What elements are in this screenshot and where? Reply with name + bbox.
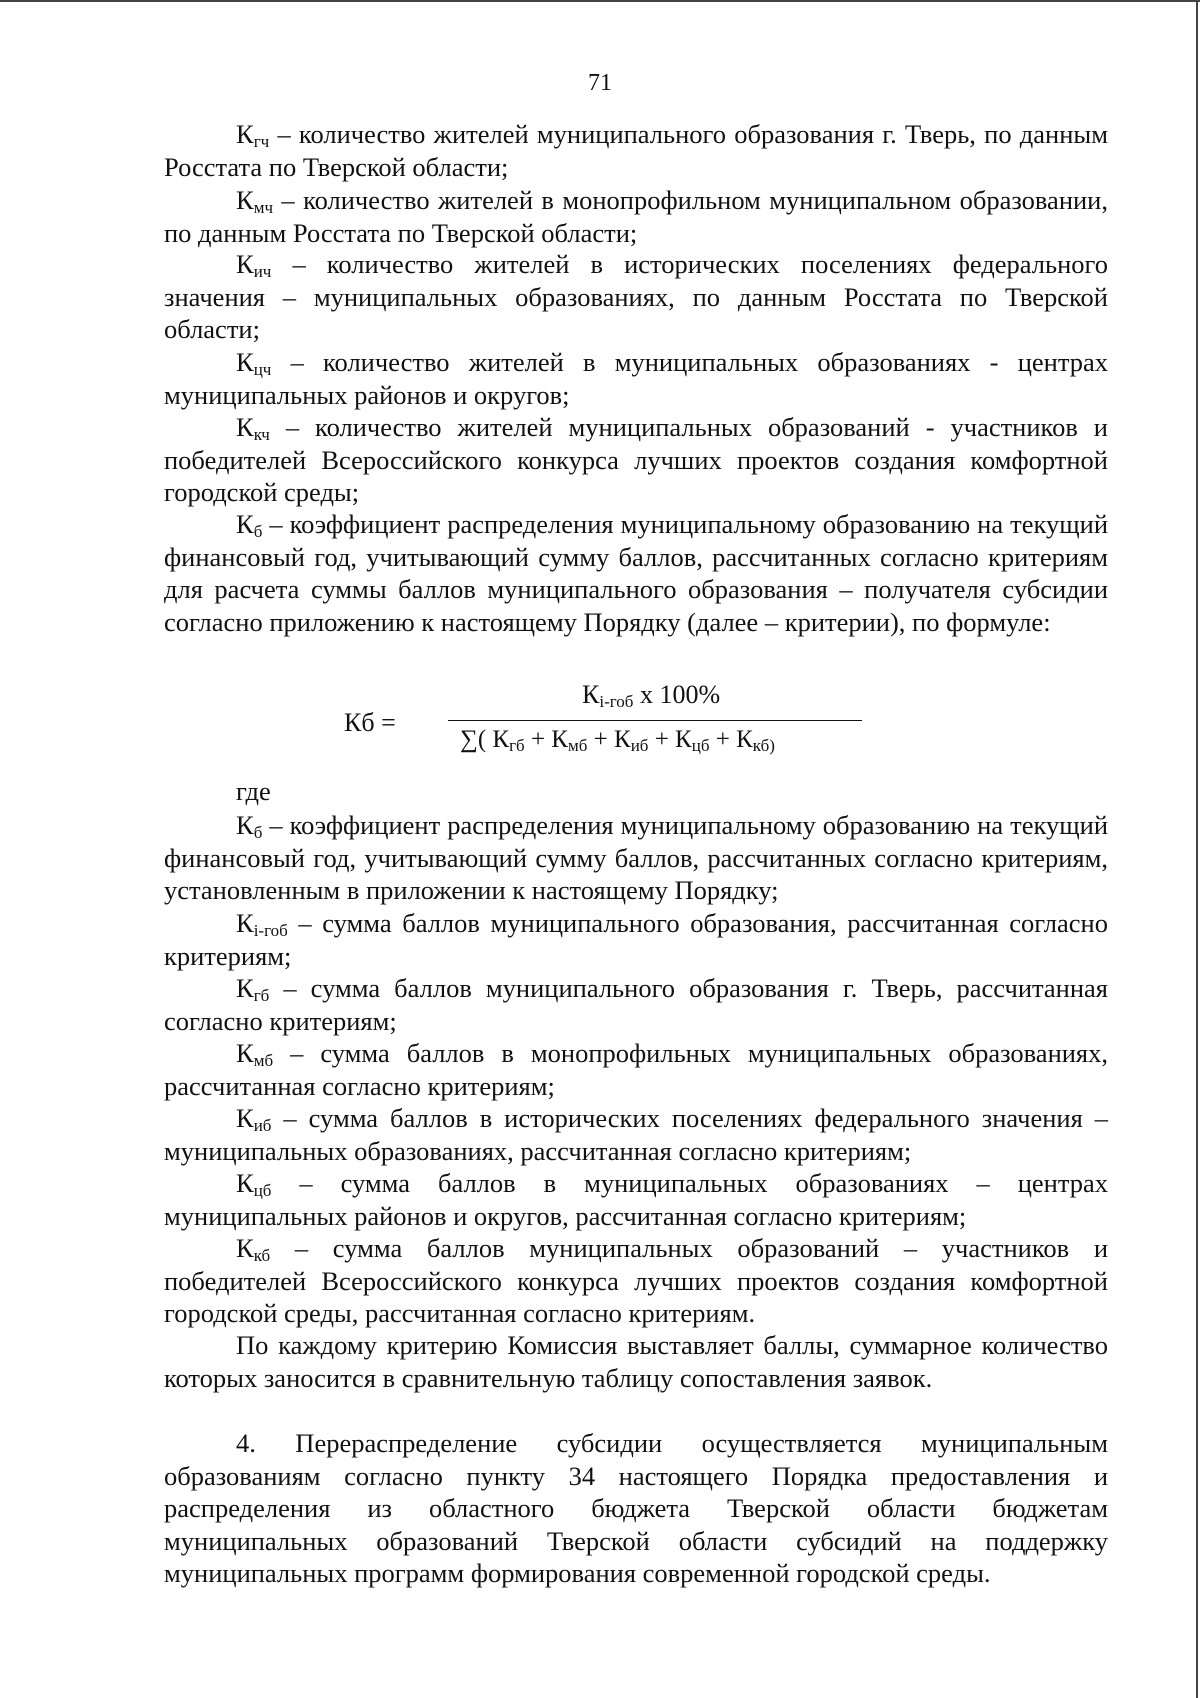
def-kb: $К_б$ – коэффициент распределения муниципальному образованию на текущий финансовый год, учитывающий сумму баллов, рассчитанных согласно критериям для расчета суммы баллов муниципального образования – получателя субсидии согласно приложению к настоящему Порядку (далее – критерии), по формуле: [164,509,1108,637]
paragraph-item-4: 4. Перераспределение субсидии осуществляется муниципальным образованиям согласно пункту 34 настоящего Порядка предоставления и распределения из областного бюджета Тверской области бюджетам муниципальных образований Тверской области субсидий на поддержку муниципальных программ формирования современной городской среды. [164,1428,1108,1588]
formula-numerator: $К_{i-гоб}$ х 100% [582,680,721,711]
def-kkch: $К_{кч}$ – количество жителей муниципальных образований - участников и победителей Всероссийского конкурса лучших проектов создания комфортной городской среды; [164,412,1108,507]
def-kgch: $К_{гч}$ – количество жителей муниципального образования г. Тверь, по данным Росстата по Тверской области; [164,119,1108,182]
def-kmch: $К_{мч}$ – количество жителей в монопрофильном муниципальном образовании, по данным Росстата по Тверской области; [164,185,1108,248]
def-ktsb: $К_{цб}$ – сумма баллов в муниципальных образованиях – центрах муниципальных районов и округов, рассчитанная согласно критериям; [164,1168,1108,1231]
def-kb-2: $К_б$ – коэффициент распределения муниципальному образованию на текущий финансовый год, учитывающий сумму баллов, рассчитанных согласно критериям, установленным в приложении к настоящему Порядку; [164,810,1108,905]
formula-lhs: Кб = [344,708,396,737]
page-number: 71 [588,70,612,96]
def-ktsch: $К_{цч}$ – количество жителей в муниципальных образованиях - центрах муниципальных районов и округов; [164,347,1108,410]
fraction-line [448,720,862,721]
formula [300,678,900,768]
def-kib: $К_{иб}$ – сумма баллов в исторических поселениях федерального значения – муниципальных образованиях, рассчитанная согласно критериям; [164,1103,1108,1166]
formula-denominator: ∑( $К_{гб} + К_{мб} + К_{иб} + К_{цб} + К_{кб)}$ [460,726,775,755]
scan-edge-right [1196,0,1198,1698]
paragraph-commission: По каждому критерию Комиссия выставляет баллы, суммарное количество которых заносится в сравнительную таблицу сопоставления заявок. [164,1330,1108,1393]
scan-edge-top [0,0,1200,2]
def-kgb: $К_{гб}$ – сумма баллов муниципального образования г. Тверь, рассчитанная согласно критериям; [164,973,1108,1036]
def-kich: $К_{ич}$ – количество жителей в исторических поселениях федерального значения – муниципальных образованиях, по данным Росстата по Тверской области; [164,249,1108,344]
def-kkb: $К_{кб}$ – сумма баллов муниципальных образований – участников и победителей Всероссийского конкурса лучших проектов создания комфортной городской среды, рассчитанная согласно критериям. [164,1233,1108,1328]
where-label: где [236,776,271,806]
def-ki-gob: $К_{i-гоб}$ – сумма баллов муниципального образования, рассчитанная согласно критериям; [164,908,1108,971]
def-kmb: $К_{мб}$ – сумма баллов в монопрофильных муниципальных образованиях, рассчитанная согласно критериям; [164,1038,1108,1101]
